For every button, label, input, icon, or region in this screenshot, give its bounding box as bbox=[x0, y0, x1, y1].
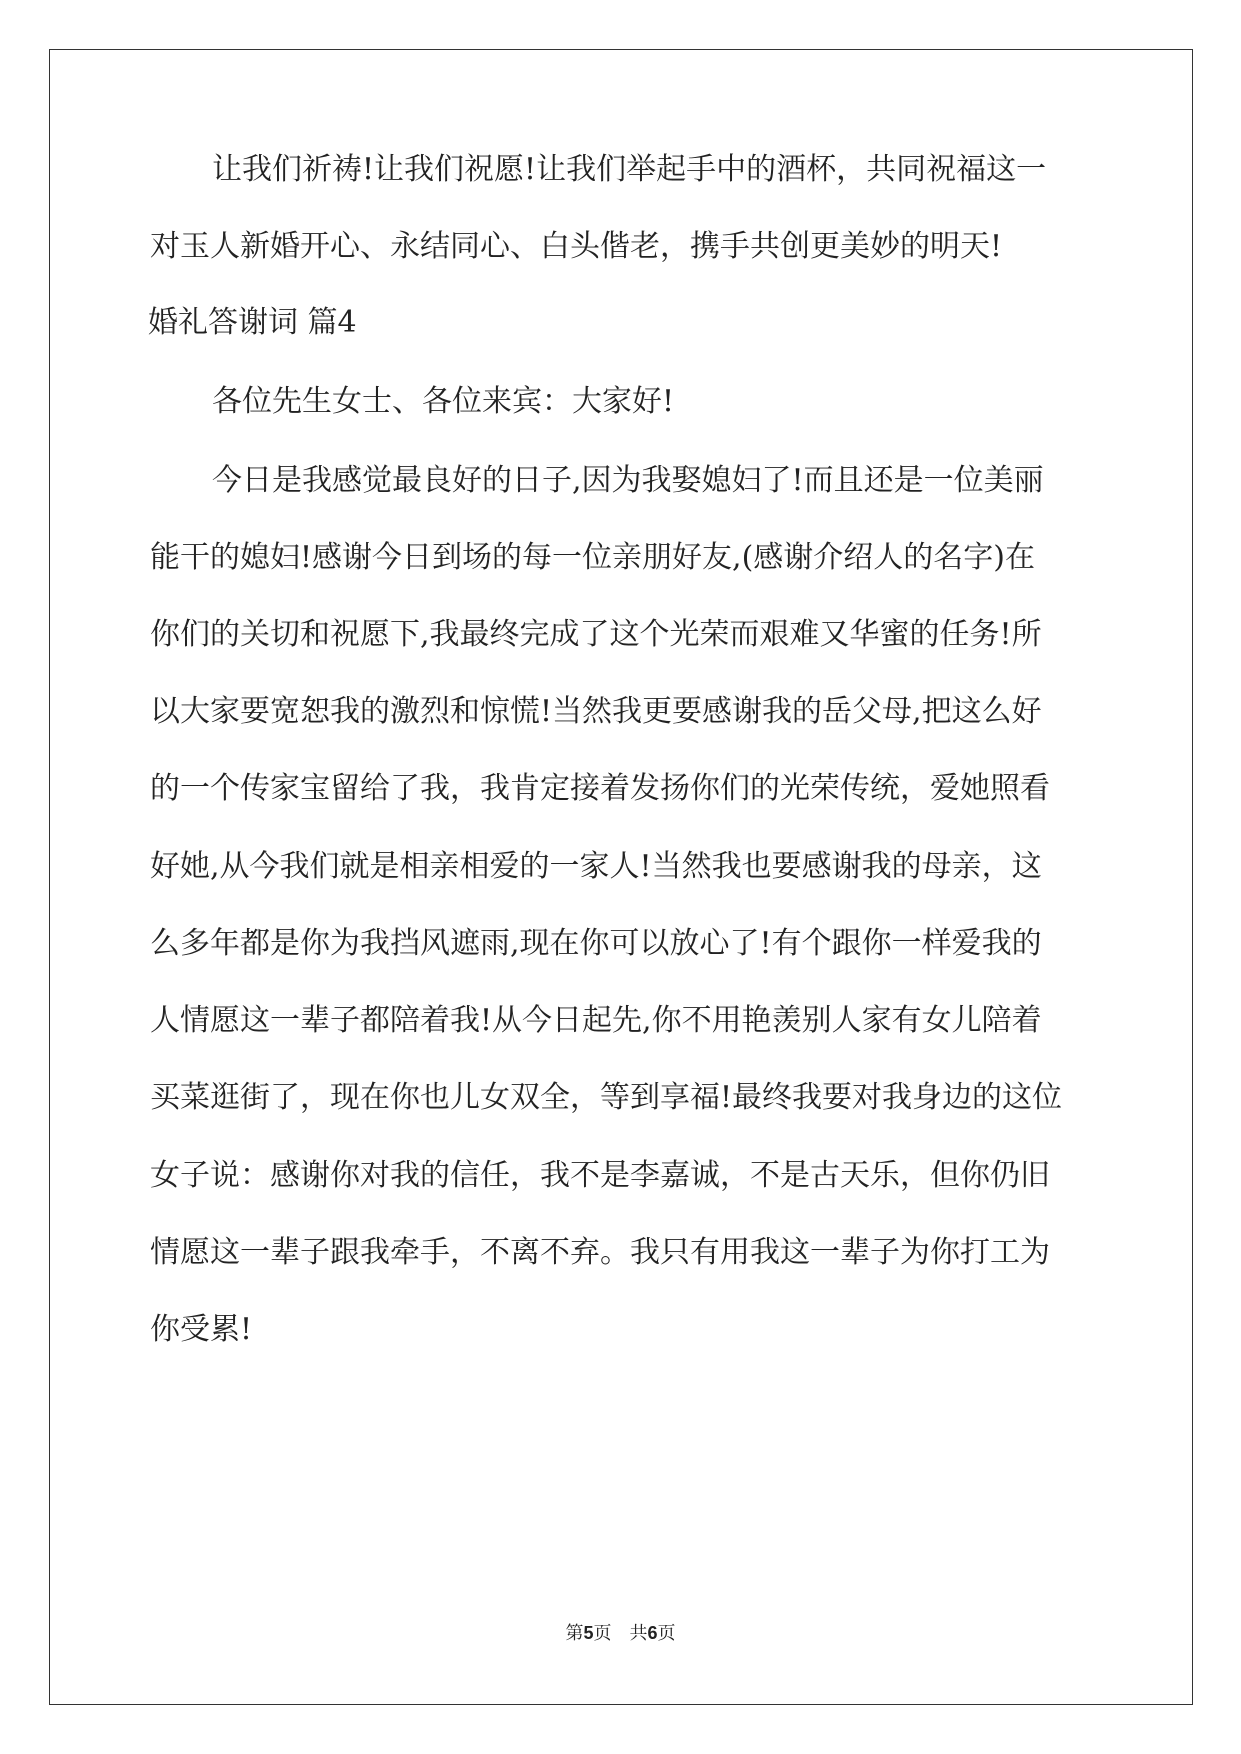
paragraph-line: 以大家要宽恕我的激烈和惊慌!当然我更要感谢我的岳父母,把这么好 bbox=[150, 694, 1042, 729]
paragraph-line: 你受累! bbox=[150, 1312, 253, 1347]
section-heading: 婚礼答谢词 篇4 bbox=[148, 305, 357, 340]
paragraph-line: 情愿这一辈子跟我牵手，不离不弃。我只有用我这一辈子为你打工为 bbox=[150, 1235, 1050, 1270]
greeting-line: 各位先生女士、各位来宾：大家好! bbox=[212, 384, 675, 419]
paragraph-line: 的一个传家宝留给了我，我肯定接着发扬你们的光荣传统，爱她照看 bbox=[150, 771, 1050, 806]
page-footer bbox=[0, 1622, 1241, 1645]
paragraph-line: 让我们祈祷!让我们祝愿!让我们举起手中的酒杯，共同祝福这一 bbox=[212, 152, 1047, 187]
paragraph-line: 今日是我感觉最良好的日子,因为我娶媳妇了!而且还是一位美丽 bbox=[212, 463, 1044, 498]
footer-total-suffix: 页 bbox=[657, 1623, 676, 1644]
current-page-number: 5 bbox=[583, 1623, 594, 1643]
paragraph-line: 能干的媳妇!感谢今日到场的每一位亲朋好友,(感谢介绍人的名字)在 bbox=[150, 540, 1035, 575]
paragraph-line: 好她,从今我们就是相亲相爱的一家人!当然我也要感谢我的母亲，这 bbox=[150, 849, 1042, 884]
total-pages-number: 6 bbox=[647, 1623, 658, 1643]
footer-page-suffix: 页 bbox=[593, 1623, 612, 1644]
paragraph-line: 你们的关切和祝愿下,我最终完成了这个光荣而艰难又华蜜的任务!所 bbox=[150, 617, 1042, 652]
paragraph-line: 么多年都是你为我挡风遮雨,现在你可以放心了!有个跟你一样爱我的 bbox=[150, 926, 1042, 961]
paragraph-line: 对玉人新婚开心、永结同心、白头偕老，携手共创更美妙的明天! bbox=[150, 229, 1003, 264]
paragraph-line: 女子说：感谢你对我的信任，我不是李嘉诚，不是古天乐，但你仍旧 bbox=[150, 1158, 1050, 1193]
paragraph-line: 买菜逛街了，现在你也儿女双全，等到享福!最终我要对我身边的这位 bbox=[150, 1080, 1063, 1115]
paragraph-line: 人情愿这一辈子都陪着我!从今日起先,你不用艳羡别人家有女儿陪着 bbox=[150, 1003, 1042, 1038]
footer-total-prefix: 共 bbox=[629, 1623, 648, 1644]
footer-prefix: 第 bbox=[565, 1623, 584, 1644]
